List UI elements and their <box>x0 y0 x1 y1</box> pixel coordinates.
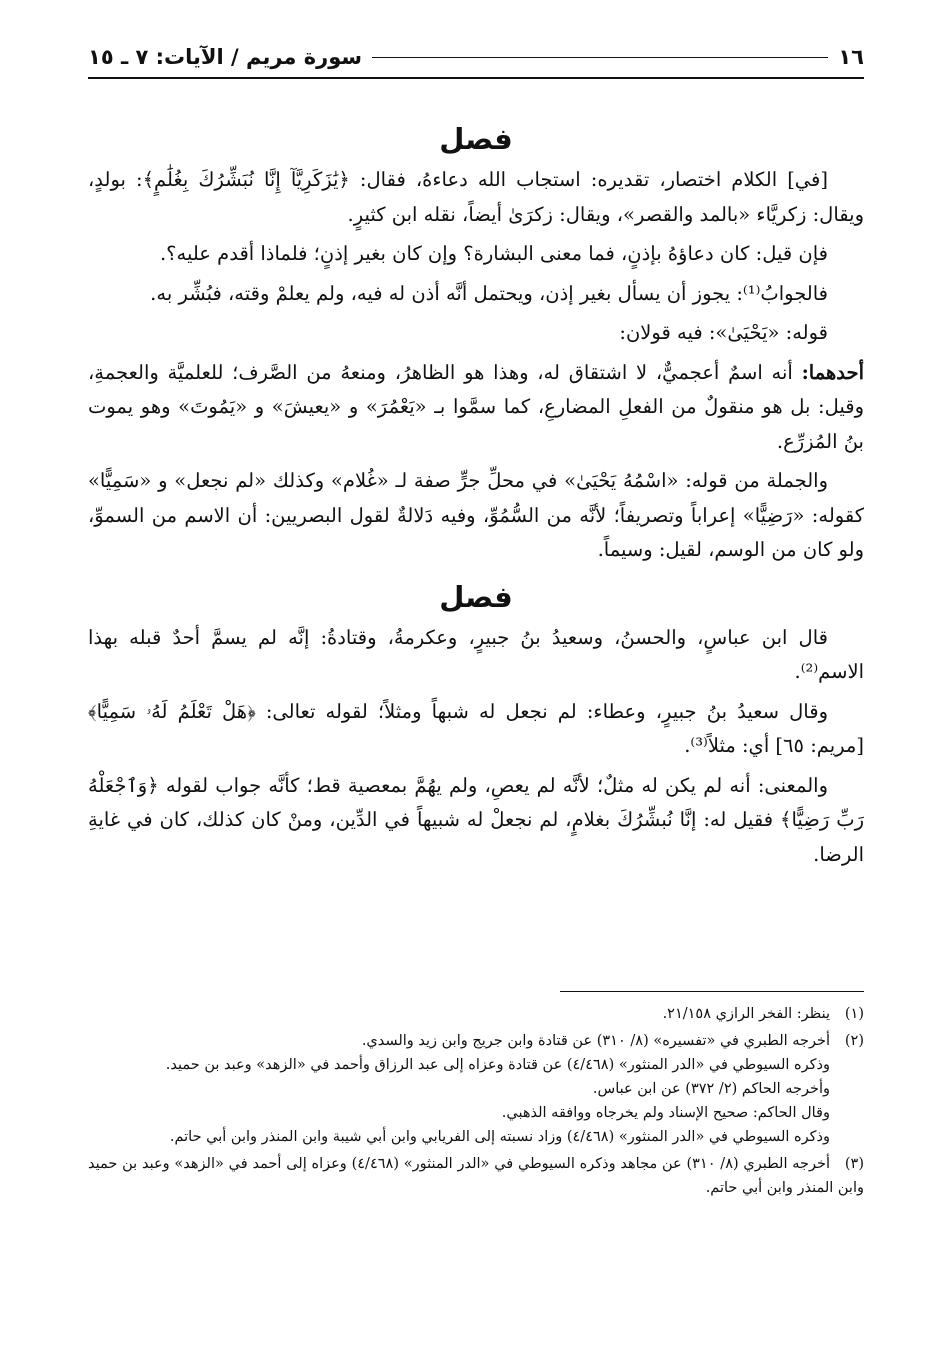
footnote-number: (٢) <box>844 1033 864 1049</box>
footnote <box>88 1029 864 1149</box>
section-heading: فصل <box>439 122 513 156</box>
footnote-text: أخرجه الطبري (٨/ ٣١٠) عن مجاهد وذكره السيوطي في «الدر المنثور» (٤/٤٦٨) وعزاه إلى أحمد في «الزهد» وعبد بن حميد وابن المنذر وابن أبي حاتم. <box>88 1156 864 1196</box>
paragraph: والجملة من قوله: «اسْمُهُ يَحْيَىٰ» في محلِّ جرٍّ صفة لـ «غُلام» وكذلك «لم نجعل» و «سَمِيًّا» كقوله: «رَضِيًّا» إعراباً وتصريفاً؛ لأنَّه من السُّمُوِّ، وفيه دَلالةٌ لقول البصريين: أن الاسم من السموِّ، ولو كان من الوسم، لقيل: وسيماً. <box>88 469 864 561</box>
footnote <box>88 1002 864 1026</box>
footnotes <box>88 1002 864 1203</box>
header-rule <box>88 77 864 79</box>
footnote-text: وذكره السيوطي في «الدر المنثور» (٤/٤٦٨) وزاد نسبته إلى الفريابي وابن أبي شيبة وابن المنذر وابن أبي حاتم. <box>169 1129 830 1145</box>
footnote-separator <box>560 991 864 992</box>
header-line <box>372 57 828 58</box>
footnote-text: وقال الحاكم: صحيح الإسناد ولم يخرجاه ووافقه الذهبي. <box>501 1105 830 1121</box>
paragraph <box>88 356 864 460</box>
section-heading: فصل <box>439 579 513 614</box>
running-title: سورة مريم / الآيات: ٧ ـ ١٥ <box>88 45 363 69</box>
footnote-text: أخرجه الطبري في «تفسيره» (٨/ ٣١٠) عن قتادة وابن جريج وابن زيد والسدي. <box>361 1033 830 1049</box>
main-text <box>88 115 864 877</box>
footnote-text: وذكره السيوطي في «الدر المنثور» (٤/٤٦٨) عن قتادة وعزاه إلى عبد الرزاق وأحمد في «الزهد» وعبد بن حميد. <box>165 1057 830 1073</box>
paragraph: قوله: «يَحْيَىٰ»: فيه قولان: <box>619 321 828 344</box>
paragraph: والمعنى: أنه لم يكن له مثلٌ؛ لأنَّه لم يعصِ، ولم يهُمَّ بمعصية قط؛ كأنَّه جواب لقوله ﴿وَٱجْعَلْهُ رَبِّ رَضِيًّا﴾ فقيل له: إنَّا نُبشِّرُكَ بغلامٍ، لم نجعلْ له شبيهاً في الدِّين، ومنْ كان كذلك، كان في غايةِ الرضا. <box>88 773 864 866</box>
footnote-text: ينظر: الفخر الرازي ٢١/١٥٨. <box>662 1006 830 1022</box>
footnote-text: وأخرجه الحاكم (٢/ ٣٧٢) عن ابن عباس. <box>592 1081 830 1097</box>
footnote-number: (٣) <box>844 1156 865 1172</box>
paragraph-body: أنه اسمٌ أعجميٌّ، لا اشتقاق له، وهذا هو الظاهرُ، ومنعهُ من الصَّرف؛ للعلميَّة والعجمةِ، وقيل: بل هو منقولٌ من الفعلِ المضارعِ، كما سمَّوا بـ «يَعْمُرَ» و «يعيشَ» و «يَمُوتَ» وهو يموت بنُ المُزرِّع. <box>88 360 864 453</box>
paragraph: [في] الكلام اختصار، تقديره: استجاب الله دعاءهُ، فقال: ﴿يَٰزَكَرِيَّآ إِنَّا نُبَشِّرُكَ بِغُلَٰمٍ﴾: بولدٍ، ويقال: زكريَّاء «بالمد والقصر»، ويقال: زكرَىٰ أيضاً، نقله ابن كثيرٍ. <box>88 168 864 226</box>
paragraph: قال ابن عباسٍ، والحسنُ، وسعيدُ بنُ جبيرٍ، وعكرمةُ، وقتادةُ: إنَّه لم يسمَّ أحدٌ قبله بهذا الاسم⁽²⁾. <box>88 625 864 683</box>
page-number: ١٦ <box>838 45 864 69</box>
paragraph: فإن قيل: كان دعاؤهُ بإذنٍ، فما معنى البشارة؟ وإن كان بغير إذنٍ؛ فلماذا أقدم عليه؟. <box>159 242 828 265</box>
footnote <box>88 1152 864 1200</box>
paragraph-lead: أحدهما: <box>801 360 864 384</box>
footnote-number: (١) <box>844 1006 864 1022</box>
running-header <box>88 40 864 74</box>
paragraph: وقال سعيدُ بنُ جبيرٍ، وعطاء: لم نجعل له شبهاً ومثلاً؛ لقوله تعالى: ﴿هَلْ تَعْلَمُ لَهُۥ سَمِيًّا﴾ [مريم: ٦٥] أي: مثلاً⁽³⁾. <box>88 699 864 757</box>
paragraph: فالجوابُ⁽¹⁾: يجوز أن يسأل بغير إذن، ويحتمل أنَّه أذن له فيه، ولم يعلمْ وقته، فبُشِّر به. <box>150 281 828 305</box>
